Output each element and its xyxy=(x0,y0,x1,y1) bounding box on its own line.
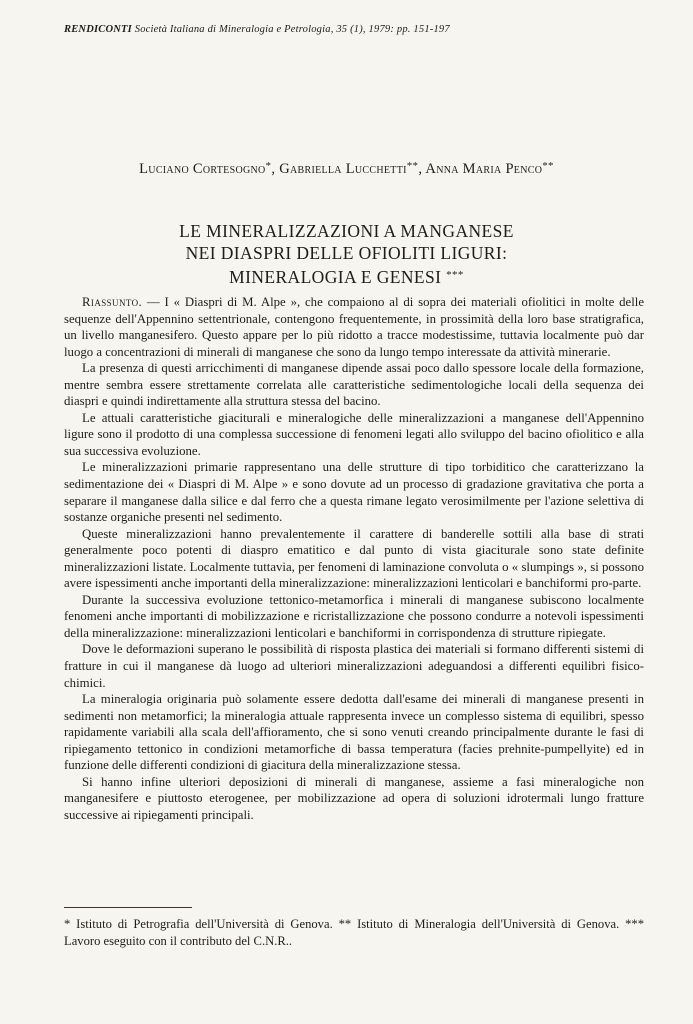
abstract-lead-text: — I « Diaspri di M. Alpe », che compaiono al di sopra dei materiali ofiolitici in molte delle sequenze dell'Appennino settentrionale, contengono frequentemente, in prossimità della loro base stratigrafica, un livello manganesifero. Questo appare per lo più ridotto a tracce modestissime, tuttavia localmente può dar luogo a concentrazioni di minerali di manganese che sono da lungo tempo interessate da attività minerarie. xyxy=(64,295,644,359)
journal-name: RENDICONTI xyxy=(64,24,132,35)
abstract-paragraph: Durante la successiva evoluzione tettonico-metamorfica i minerali di manganese subiscono localmente fenomeni anche importanti di mobilizzazione e ricristallizzazione che possono condurre a notevoli ispessimenti della mineralizzazione: mineralizzazioni lenticolari e banchiformi in corrispondenza di strutture ripiegate. xyxy=(64,592,644,640)
running-header xyxy=(64,24,644,35)
abstract-paragraph: La presenza di questi arricchimenti di manganese dipende assai poco dallo spessore locale della formazione, mentre sembra essere strettamente correlata alle caratteristiche sedimentologiche locali della sequenza dei diaspri e quindi indirettamente alla struttura stessa del bacino. xyxy=(64,361,644,409)
author-name: Gabriella Lucchetti xyxy=(279,161,407,177)
footnote: * Istituto di Petrografia dell'Università di Genova. ** Istituto di Mineralogia dell'Università di Genova. *** Lavoro eseguito con il contributo del C.N.R.. xyxy=(64,917,644,948)
author-affiliation-mark: ** xyxy=(406,160,419,172)
author-affiliation-mark: * xyxy=(265,160,272,172)
abstract-paragraph: Dove le deformazioni superano le possibilità di risposta plastica dei materiali si formano differenti sistemi di fratture in cui il manganese dà luogo ad ulteriori mineralizzazioni adeguandosi a differenti equilibri fisico-chimici. xyxy=(64,642,644,690)
abstract xyxy=(64,294,644,824)
author-name: Anna Maria Penco xyxy=(425,161,543,177)
author-separator: , xyxy=(418,161,426,177)
abstract-paragraph: Le attuali caratteristiche giaciturali e mineralogiche delle mineralizzazioni a manganese dell'Appennino ligure sono il prodotto di una complessa successione di fenomeni legati allo sviluppo del bacino ofiolitico e alla sua successiva evoluzione. xyxy=(64,410,644,458)
author-affiliation-mark: ** xyxy=(542,160,554,172)
abstract-paragraph: La mineralogia originaria può solamente essere dedotta dall'esame dei minerali di manganese presenti in sedimenti non metamorfici; la mineralogia attuale rappresenta invece un complesso sistema di equilibri, spesso rapidamente variabili alla scala dell'affioramento, che si sono venuti creando principalmente durante le fasi di ripiegamento tettonico in condizioni metamorfiche di bassa temperatura (facies prehnite-pumpellyite) ed in funzione delle differenti condizioni di giacitura della mineralizzazione stessa. xyxy=(64,692,644,773)
abstract-paragraph: Si hanno infine ulteriori deposizioni di minerali di manganese, assieme a fasi mineralogiche non manganesifere e piuttosto eterogenee, per mobilizzazione ad opera di soluzioni idrotermali lungo fratture successive ai ripiegamenti principali. xyxy=(64,774,644,822)
title-line: NEI DIASPRI DELLE OFIOLITI LIGURI: xyxy=(185,243,508,263)
abstract-paragraph: Le mineralizzazioni primarie rappresentano una delle strutture di tipo torbiditico che caratterizzano la sedimentazione dei « Diaspri di M. Alpe » e sono dovute ad un processo di gradazione gravitativa che porta a separare il manganese dalla silice e dal ferro che a questa rimane legato verosimilmente per l'azione selettiva di sostanze organiche presenti nel sedimento. xyxy=(64,460,644,525)
title-line: LE MINERALIZZAZIONI A MANGANESE xyxy=(179,221,514,241)
abstract-label: Riassunto. xyxy=(82,295,143,309)
paper-title xyxy=(0,220,693,288)
abstract-paragraph xyxy=(64,294,644,360)
title-footnote-mark: *** xyxy=(446,269,464,281)
title-line-text: MINERALOGIA E GENESI xyxy=(229,267,442,287)
footnote-rule xyxy=(64,907,192,908)
author-list xyxy=(0,160,693,178)
title-line-last xyxy=(0,264,693,288)
author-name: Luciano Cortesogno xyxy=(139,161,266,177)
author-separator: , xyxy=(271,161,280,177)
abstract-paragraph: Queste mineralizzazioni hanno prevalentemente il carattere di banderelle sottili alla base di strati generalmente poco potenti di diaspro ematitico e dal punto di vista giaciturale sono state definite mineralizzazioni listate. Localmente tuttavia, per fenomeni di laminazione convoluta o « slumpings », si possono avere ispessimenti anche importanti della mineralizzazione: mineralizzazioni lenticolari e banchiformi pro-parte. xyxy=(64,526,644,591)
journal-citation: Società Italiana di Mineralogia e Petrologia, 35 (1), 1979: pp. 151-197 xyxy=(134,24,450,35)
